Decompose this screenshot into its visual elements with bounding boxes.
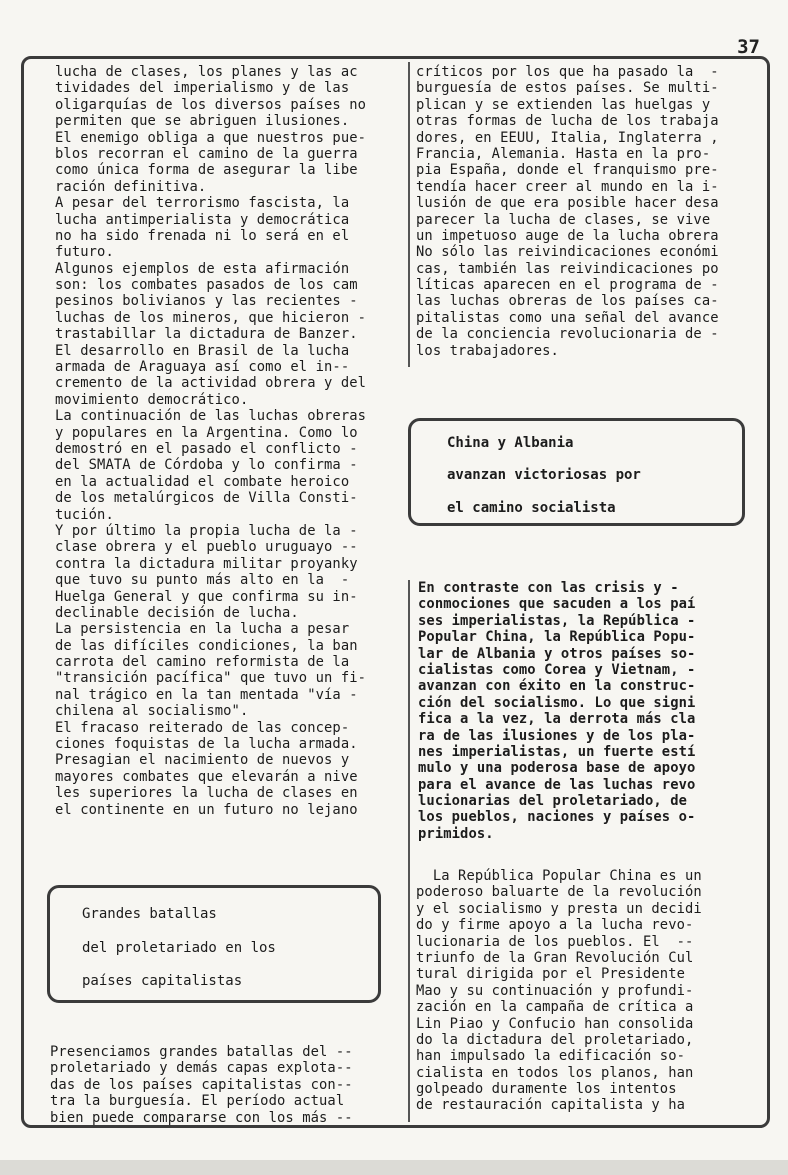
left-column-line: carrota del camino reformista de la bbox=[55, 654, 350, 671]
right-top-line: líticas aparecen en el programa de - bbox=[416, 277, 719, 294]
left-column-line: de los metalúrgicos de Villa Consti- bbox=[55, 490, 358, 507]
left-column-line: no ha sido frenada ni lo será en el bbox=[55, 227, 350, 244]
left-column-line: declinable decisión de lucha. bbox=[55, 604, 299, 621]
right-top-text bbox=[416, 64, 719, 359]
right-top-line: plican y se extienden las huelgas y bbox=[416, 96, 711, 113]
right-top-line: las luchas obreras de los países ca- bbox=[416, 293, 719, 310]
left-column-line: armada de Araguaya así como el in-- bbox=[55, 359, 350, 376]
left-column-line: de las difíciles condiciones, la ban bbox=[55, 637, 358, 654]
right-middle-text bbox=[418, 580, 695, 842]
left-bottom-line: das de los países capitalistas con-- bbox=[50, 1076, 353, 1093]
left-column-line: El enemigo obliga a que nuestros pue- bbox=[55, 129, 367, 146]
right-middle-line: nes imperialistas, un fuerte estí bbox=[418, 743, 696, 760]
left-heading-line-2: del proletariado en los bbox=[82, 940, 276, 956]
right-middle-line: En contraste con las crisis y - bbox=[418, 580, 679, 596]
right-bottom-line: do la dictadura del proletariado, bbox=[416, 1031, 694, 1048]
right-bottom-line: golpeado duramente los intentos bbox=[416, 1081, 677, 1098]
left-column-line: A pesar del terrorismo fascista, la bbox=[55, 195, 350, 212]
right-top-line: dores, en EEUU, Italia, Inglaterra , bbox=[416, 129, 719, 146]
left-bottom-line: bien puede compararse con los más -- bbox=[50, 1109, 353, 1126]
left-column-line: permiten que se abriguen ilusiones. bbox=[55, 113, 350, 130]
right-top-line: de la conciencia revolucionaria de - bbox=[416, 326, 719, 343]
left-column-line: clase obrera y el pueblo uruguayo -- bbox=[55, 539, 358, 556]
left-column-line: ciones foquistas de la lucha armada. bbox=[55, 736, 358, 753]
left-heading-line-1: Grandes batallas bbox=[82, 906, 217, 922]
right-bottom-line: La República Popular China es un bbox=[416, 868, 702, 884]
right-bottom-line: lucionaria de los pueblos. El -- bbox=[416, 933, 694, 950]
right-top-line: cas, también las reivindicaciones po bbox=[416, 260, 719, 277]
right-top-line: críticos por los que ha pasado la - bbox=[416, 64, 719, 80]
left-bottom-line: Presenciamos grandes batallas del -- bbox=[50, 1044, 353, 1060]
right-bottom-text bbox=[416, 868, 702, 1114]
right-middle-line: para el avance de las luchas revo bbox=[418, 776, 696, 793]
right-top-line: burguesía de estos países. Se multi- bbox=[416, 80, 719, 97]
left-column-line: La continuación de las luchas obreras bbox=[55, 408, 367, 425]
left-column-line: cremento de la actividad obrera y del bbox=[55, 375, 367, 392]
right-bottom-line: triunfo de la Gran Revolución Cul bbox=[416, 949, 694, 966]
right-top-line: tendía hacer creer al mundo en la i- bbox=[416, 178, 719, 195]
page-number: 37 bbox=[737, 36, 760, 58]
right-bottom-line: Lin Piao y Confucio han consolida bbox=[416, 1015, 694, 1032]
left-column-line: tividades del imperialismo y de las bbox=[55, 80, 350, 97]
column-divider-top bbox=[408, 62, 410, 367]
left-bottom-text bbox=[50, 1044, 353, 1126]
left-column-line: trastabillar la dictadura de Banzer. bbox=[55, 326, 358, 343]
left-column-line: como única forma de asegurar la libe bbox=[55, 162, 358, 179]
left-column-line: oligarquías de los diversos países no bbox=[55, 96, 367, 113]
left-column-line: tución. bbox=[55, 506, 114, 523]
right-bottom-line: de restauración capitalista y ha bbox=[416, 1097, 686, 1114]
right-top-line: los trabajadores. bbox=[416, 342, 559, 359]
right-top-line: otras formas de lucha de los trabaja bbox=[416, 113, 719, 130]
right-bottom-line: tural dirigida por el Presidente bbox=[416, 966, 686, 983]
right-top-line: Francia, Alemania. Hasta en la pro- bbox=[416, 145, 711, 162]
left-bottom-line: proletariado y demás capas explota-- bbox=[50, 1060, 353, 1077]
left-column-line: que tuvo su punto más alto en la - bbox=[55, 572, 350, 589]
left-column-line: El fracaso reiterado de las concep- bbox=[55, 719, 350, 736]
right-bottom-line: han impulsado la edificación so- bbox=[416, 1048, 686, 1065]
right-middle-line: conmociones que sacuden a los paí bbox=[418, 596, 696, 613]
left-column-line: y populares en la Argentina. Como lo bbox=[55, 424, 358, 441]
right-middle-line: lucionarias del proletariado, de bbox=[418, 793, 688, 810]
left-column-line: Y por último la propia lucha de la - bbox=[55, 522, 358, 539]
left-column-line: el continente en un futuro no lejano bbox=[55, 801, 358, 818]
left-heading-box bbox=[47, 885, 381, 1003]
scan-bottom-edge bbox=[0, 1160, 788, 1175]
right-middle-line: los pueblos, naciones y países o- bbox=[418, 809, 696, 826]
right-bottom-line: do y firme apoyo a la lucha revo- bbox=[416, 917, 694, 934]
right-middle-line: fica a la vez, la derrota más cla bbox=[418, 711, 696, 728]
left-column-line: El desarrollo en Brasil de la lucha bbox=[55, 342, 350, 359]
left-column-line: demostró en el pasado el conflicto - bbox=[55, 440, 358, 457]
right-middle-line: Popular China, la República Popu- bbox=[418, 629, 696, 646]
right-heading-line-3: el camino socialista bbox=[447, 500, 616, 516]
left-column-line: lucha antimperialista y democrática bbox=[55, 211, 350, 228]
left-column-line: contra la dictadura militar proyanky bbox=[55, 555, 358, 572]
left-column-line: nal trágico en la tan mentada "vía - bbox=[55, 686, 358, 703]
left-column-line: blos recorran el camino de la guerra bbox=[55, 145, 358, 162]
left-column-line: lucha de clases, los planes y las ac bbox=[55, 64, 358, 80]
right-middle-line: cialistas como Corea y Vietnam, - bbox=[418, 661, 696, 678]
left-column-line: La persistencia en la lucha a pesar bbox=[55, 621, 350, 638]
left-column-line: son: los combates pasados de los cam bbox=[55, 277, 358, 294]
right-heading-box bbox=[408, 418, 745, 526]
left-column-line: Presagian el nacimiento de nuevos y bbox=[55, 752, 350, 769]
left-bottom-line: tra la burguesía. El período actual bbox=[50, 1093, 345, 1110]
right-middle-line: avanzan con éxito en la construc- bbox=[418, 678, 696, 695]
left-column-line: ración definitiva. bbox=[55, 178, 207, 195]
right-top-line: parecer la lucha de clases, se vive bbox=[416, 211, 711, 228]
left-column-line: mayores combates que elevarán a nive bbox=[55, 768, 358, 785]
left-column-line: "transición pacífica" que tuvo un fi- bbox=[55, 670, 367, 687]
right-middle-line: lar de Albania y otros países so- bbox=[418, 645, 696, 662]
left-column-line: Algunos ejemplos de esta afirmación bbox=[55, 260, 350, 277]
right-top-line: lusión de que era posible hacer desa bbox=[416, 195, 719, 212]
left-heading-line-3: países capitalistas bbox=[82, 973, 243, 989]
left-column-line: chilena al socialismo". bbox=[55, 703, 249, 720]
right-middle-line: ses imperialistas, la República - bbox=[418, 612, 696, 629]
left-column-line: luchas de los mineros, que hicieron - bbox=[55, 309, 367, 326]
left-column-line: en la actualidad el combate heroico bbox=[55, 473, 350, 490]
right-middle-line: ción del socialismo. Lo que signi bbox=[418, 694, 696, 711]
left-column-line: Huelga General y que confirma su in- bbox=[55, 588, 358, 605]
right-bottom-line: cialista en todos los planos, han bbox=[416, 1064, 694, 1081]
left-column-line: pesinos bolivianos y las recientes - bbox=[55, 293, 358, 310]
left-column-line: movimiento democrático. bbox=[55, 391, 249, 408]
right-top-line: No sólo las reivindicaciones económi bbox=[416, 244, 719, 261]
left-column-line: del SMATA de Córdoba y lo confirma - bbox=[55, 457, 358, 474]
left-column-line: les superiores la lucha de clases en bbox=[55, 785, 358, 802]
right-bottom-line: Mao y su continuación y profundi- bbox=[416, 982, 694, 999]
right-bottom-line: poderoso baluarte de la revolución bbox=[416, 884, 702, 901]
right-bottom-line: zación en la campaña de crítica a bbox=[416, 999, 694, 1016]
right-bottom-line: y el socialismo y presta un decidi bbox=[416, 900, 702, 917]
left-column-text bbox=[55, 64, 366, 818]
right-middle-line: mulo y una poderosa base de apoyo bbox=[418, 760, 696, 777]
right-top-line: un impetuoso auge de la lucha obrera bbox=[416, 227, 719, 244]
right-middle-line: primidos. bbox=[418, 825, 494, 842]
column-divider-bottom bbox=[408, 580, 410, 1122]
left-column-line: futuro. bbox=[55, 244, 114, 261]
right-heading-line-1: China y Albania bbox=[447, 435, 574, 451]
right-top-line: pitalistas como una señal del avance bbox=[416, 309, 719, 326]
right-heading-line-2: avanzan victoriosas por bbox=[447, 467, 641, 483]
right-top-line: pia España, donde el franquismo pre- bbox=[416, 162, 719, 179]
right-middle-line: ra de las ilusiones y de los pla- bbox=[418, 727, 696, 744]
